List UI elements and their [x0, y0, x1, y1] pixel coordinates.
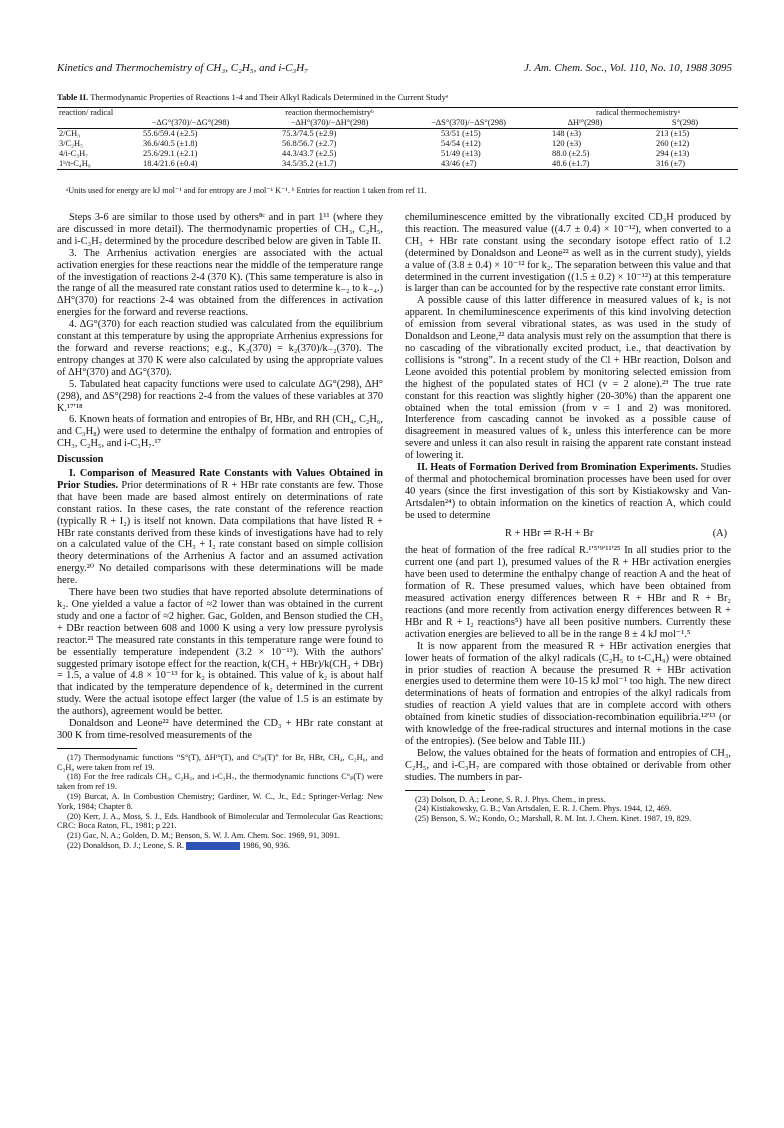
cell-hf: 148 (±3)	[552, 129, 582, 138]
header-citation: J. Am. Chem. Soc., Vol. 110, No. 10, 1988 3095	[524, 62, 732, 74]
paragraph: chemiluminescence emitted by the vibrationally excited CD₃H produced by this reaction. The measured value ((4.7 ± 0.4) × 10⁻¹²), when converted to a CH₃ + HBr rate constant using the secondary isotope effect ratio of 1.2 (determined by Donaldson and Leone²² as well as in the current study), yields a value of (3.8 ± 0.4) × 10⁻¹² for k₂. The separation between this value and that determined in the current investigation ((1.5 ± 0.2) × 10⁻¹²) at this temperature is larger than can be accounted for by the respective rate constant error limits.	[405, 212, 731, 295]
cell-dg: 55.6/59.4 (±2.5)	[143, 129, 198, 138]
equation-text: R + HBr ⇌ R-H + Br	[505, 527, 594, 539]
cell-s: 213 (±15)	[656, 129, 690, 138]
subsection-heading: II. Heats of Formation Derived from Bromination Experiments.	[417, 462, 698, 474]
footnote: (19) Burcat, A. In Combustion Chemistry; Gardiner, W. C., Jr., Ed.; Springer-Verlag: New York, 1984; Chapter 8.	[57, 792, 383, 811]
footnote: (25) Benson, S. W.; Kondo, O.; Marshall, R. M. Int. J. Chem. Kinet. 1987, 19, 829.	[415, 814, 692, 824]
cell-ds: 54/54 (±12)	[441, 139, 481, 148]
cell-hf: 48.6 (±1.7)	[538, 159, 632, 170]
cell-dh: 34.5/35.2 (±1.7)	[260, 159, 399, 170]
footnote: (21) Gac, N. A.; Golden, D. M.; Benson, S. W. J. Am. Chem. Soc. 1969, 91, 3091.	[67, 831, 340, 841]
paragraph: Below, the values obtained for the heats of formation and entropies of CH₃, C₂H₅, and i-C₃H₇ are compared with those obtained or derivable from other studies. The numbers in par-	[405, 747, 731, 783]
equation-a	[405, 522, 731, 546]
table-row	[57, 129, 738, 140]
left-column	[57, 212, 383, 851]
cell-hf: 88.0 (±2.5)	[552, 149, 590, 158]
table-row	[57, 149, 738, 159]
right-column	[405, 212, 731, 824]
table-footnote: ᵃUnits used for energy are kJ mol⁻¹ and for entropy are J mol⁻¹ K⁻¹. ᵇ Entries for reaction 1 taken from ref 11.	[66, 186, 427, 195]
footnote: (18) For the free radicals CH₃, C₂H₅, and i-C₃H₇, the thermodynamic functions C°ₚ(T) were taken from ref 19.	[57, 772, 383, 792]
redaction-mark	[186, 842, 240, 850]
footnote-rule	[57, 748, 137, 749]
cell-ds: 53/51 (±15)	[441, 129, 481, 138]
footnote-text: 1986, 90, 936.	[242, 841, 290, 851]
paragraph: Prior determinations of R + HBr rate constants are few. Those that have been made are based almost entirely on determinations of rate constant ratios. In these cases, the rate constant of the reference reaction (typically R + I₂) is itself not known. Data compilations that have listed R + HBr rate constants derived from these kinds of investigations have had to rely on a calculated value of the CH₃ + I₂ rate constant based on simple collision theory determinations of the Arrhenius A factor and an assumed activation energy.²⁰ No detailed comparisons with these determinations will be made here.	[57, 479, 384, 587]
cell-reaction: 1ᵇ/t-C₄H₉	[57, 159, 121, 170]
table-caption-text: Thermodynamic Properties of Reactions 1-4 and Their Alkyl Radicals Determined in the Current Studyᵃ	[90, 92, 449, 102]
table-label: Table II.	[57, 92, 89, 102]
footnote-text: (22) Donaldson, D. J.; Leone, S. R.	[67, 841, 185, 851]
cell-dh: 44.3/43.7 (±2.5)	[282, 149, 337, 158]
col-header-dg: −ΔG°(370)/−ΔG°(298)	[121, 118, 260, 129]
footnote	[57, 841, 383, 851]
cell-s: 294 (±13)	[656, 149, 690, 158]
paragraph: Steps 3-6 are similar to those used by others⁸ᶜ and in part 1¹¹ (where they are discussed in more detail). The thermodynamic properties of CH₃, C₂H₅, and i-C₃H₇ determined by the procedure described below are given in Table II.	[57, 212, 383, 247]
cell-dh: 75.3/74.5 (±2.9)	[282, 129, 337, 138]
footnote: (17) Thermodynamic functions “S°(T), ΔHᶠ°(T), and C°ₚ(T)” for Br, HBr, CH₄, C₂H₆, and C₃H₈ were taken from ref 19.	[57, 752, 383, 772]
footnote-rule	[405, 790, 485, 791]
table-row	[57, 139, 738, 149]
section-heading-discussion: Discussion	[57, 454, 104, 466]
footnote: (20) Kerr, J. A., Moss, S. J., Eds. Handbook of Bimolecular and Termolecular Gas Reactions; CRC: Boca Raton, FL, 1981; p 221.	[57, 811, 383, 831]
col-header-s: S°(298)	[632, 118, 738, 129]
col-header-ds: −ΔS°(370)/−ΔS°(298)	[399, 118, 538, 129]
cell-s: 260 (±12)	[656, 139, 690, 148]
paragraph: 5. Tabulated heat capacity functions were used to calculate ΔG°(298), ΔH°(298), and ΔS°(298) for reactions 2-4 from the values of these variables at 370 K.¹⁷ʹ¹⁸	[57, 378, 383, 414]
footnotes-right	[405, 795, 731, 824]
paragraph: 3. The Arrhenius activation energies are associated with the actual activation energies for these reactions near the middle of the temperature range of the investigation of reactions 2-4 (370 K). (This same temperature is also in the range of all the measured rate constant ratios used to determine k₋₂ to k₋₄.) ΔH°(370) for reactions 2-4 was obtained from the differences in activation energies for the forward and reverse reactions.	[57, 247, 383, 319]
cell-dg: 25.6/29.1 (±2.1)	[143, 149, 198, 158]
paragraph: A possible cause of this latter difference in measured values of k₂ is not apparent. In chemiluminescence experiments of this kind involving detection of emission from several vibrational states, as was used in the study of Donaldson and Leone,²² data analysis must rely on the assumption that there is no cascading of the vibrationally excited product, i.e., that deactivation by collisions is “strong”. In a recent study of the Cl + HBr reaction, Dolson and Leone avoided this potential problem by monitoring selected emission from the highest of the populated states of HCl (v = 2 alone).²³ The true rate constant for this reaction was slightly higher (20-30%) than the apparent one obtained when the total emission (from v = 1 and 2) was monitored. Interference from cascading cannot be invoked as a possible cause of disagreement in measured values of k₂ unless this interference can be more severe and unless it can also result in raising the apparent rate constant instead of lowering it.	[405, 295, 731, 462]
paragraph: the heat of formation of the free radical R.¹ʹ⁵ʹ⁹ʹ¹¹ʹ²⁵ In all studies prior to the current one (and part 1), presumed values of the R + HBr activation energies have been used to determine the enthalpy change of reaction A and the heat of formation of R. These presumed values, which have been obtained from measured activation energy differences between R + HBr and R + Br₂ reactions (and more recently from activation energy differences between R + HBr and R + I₂ reactions⁵) have all been positive numbers. Currently these activation energies are believed to all be in the range 8 ± 4 kJ mol⁻¹.⁵	[405, 545, 731, 640]
cell-dg: 36.6/40.5 (±1.8)	[143, 139, 198, 148]
cell-reaction: 3/C₂H₅	[59, 139, 83, 148]
cell-ds: 51/49 (±13)	[441, 149, 481, 158]
table-caption	[57, 92, 737, 102]
col-header-reaction: reaction/ radical	[57, 108, 121, 129]
equation-label: (A)	[712, 527, 727, 539]
footnote: (23) Dolson, D. A.; Leone, S. R. J. Phys. Chem., in press.	[415, 794, 606, 804]
cell-reaction: 2/CH₃	[59, 129, 81, 138]
subsection-heading: I. Comparison of Measured Rate Constants with Values Obtained in Prior Studies.	[57, 468, 383, 491]
paragraph: It is now apparent from the measured R + HBr activation energies that lower heats of formation of the alkyl radicals (C₂H₅ to t-C₄H₉) were obtained in prior studies of reaction A because the presumed R + HBr activation energies used to determine them were 10-15 kJ mol⁻¹ too high. The new direct determinations of heats of formation and entropies of the alkyl radicals from studies of reaction A yield values that are in complete accord with others obtained from kinetic studies of dissociation-recombination equilibria.¹²ʹ¹³ (or with knowledge of the free-radical structures and internal motions in the case of the entropies). (See below and Table III.)	[405, 640, 731, 747]
group-header-radical: radical thermochemistryᵃ	[538, 108, 738, 119]
header-title: Kinetics and Thermochemistry of CH₃, C₂H₅, and i-C₃H₇	[57, 62, 309, 74]
paragraph: 6. Known heats of formation and entropies of Br, HBr, and RH (CH₄, C₂H₆, and C₃H₈) were used to determine the enthalpy of formation and entropies of CH₃, C₂H₅, and i-C₃H₇.¹⁷	[57, 414, 383, 450]
thermo-table	[57, 107, 738, 170]
cell-ds: 43/46 (±7)	[399, 159, 538, 170]
cell-dh: 56.8/56.7 (±2.7)	[282, 139, 337, 148]
footnote: (24) Kistiakowsky, G. B.; Van Artsdalen, E. R. J. Chem. Phys. 1944, 12, 469.	[415, 804, 672, 814]
paragraph: Studies of thermal and photochemical bromination processes have been used for over 40 years (since the first investigation of this sort by Kistiakowsky and Van-Artsdalen²⁴) to obtain information on the kinetics of reaction A, which could be used to determine	[405, 462, 731, 521]
cell-dg: 18.4/21.6 (±0.4)	[121, 159, 260, 170]
table-row	[57, 159, 738, 170]
paragraph: 4. ΔG°(370) for each reaction studied was calculated from the equilibrium constant at this temperature by using the appropriate Arrhenius expressions for the forward and reverse reactions; e.g., K₂(370) = k₂(370)/k₋₂(370). The entropy changes at 370 K were also calculated by using the appropriate values of ΔH°(370) and ΔG°(370).	[57, 319, 383, 378]
col-header-hf: ΔHᶠ°(298)	[538, 118, 632, 129]
paragraph: There have been two studies that have reported absolute determinations of k₂. One yielded a value a factor of ≈2 lower than was obtained in the current study and one a factor of ≈2 higher. Gac, Golden, and Benson studied the CH₃ + DBr reaction between 608 and 1000 K using a very low pressure pyrolysis reactor.²¹ The measured rate constants in this temperature range were found to be essentially temperature independent (3.2 × 10⁻¹³). With the authors' suggested primary isotope effect for the reaction, k(CH₃ + HBr)/k(CH₃ + DBr) = 1.5, a value of 4.8 × 10⁻¹³ for k₂ is obtained. This value of k₂ is about half that indicated by the temperature dependence of k₂ determined in the current study. Were the actual isotope effect larger (the value of 1.5 is an estimate by the authors), agreement would be better.	[57, 587, 383, 718]
paragraph: Donaldson and Leone²² have determined the CD₃ + HBr rate constant at 300 K from time-resolved measurements of the	[57, 718, 383, 741]
footnotes-left	[57, 753, 383, 851]
cell-hf: 120 (±3)	[552, 139, 582, 148]
cell-reaction: 4/i-C₃H₇	[59, 149, 89, 158]
group-header-reaction: reaction thermochemistryᵇ	[121, 108, 538, 119]
cell-s: 316 (±7)	[632, 159, 738, 170]
col-header-dh: −ΔH°(370)/−ΔH°(298)	[260, 118, 399, 129]
